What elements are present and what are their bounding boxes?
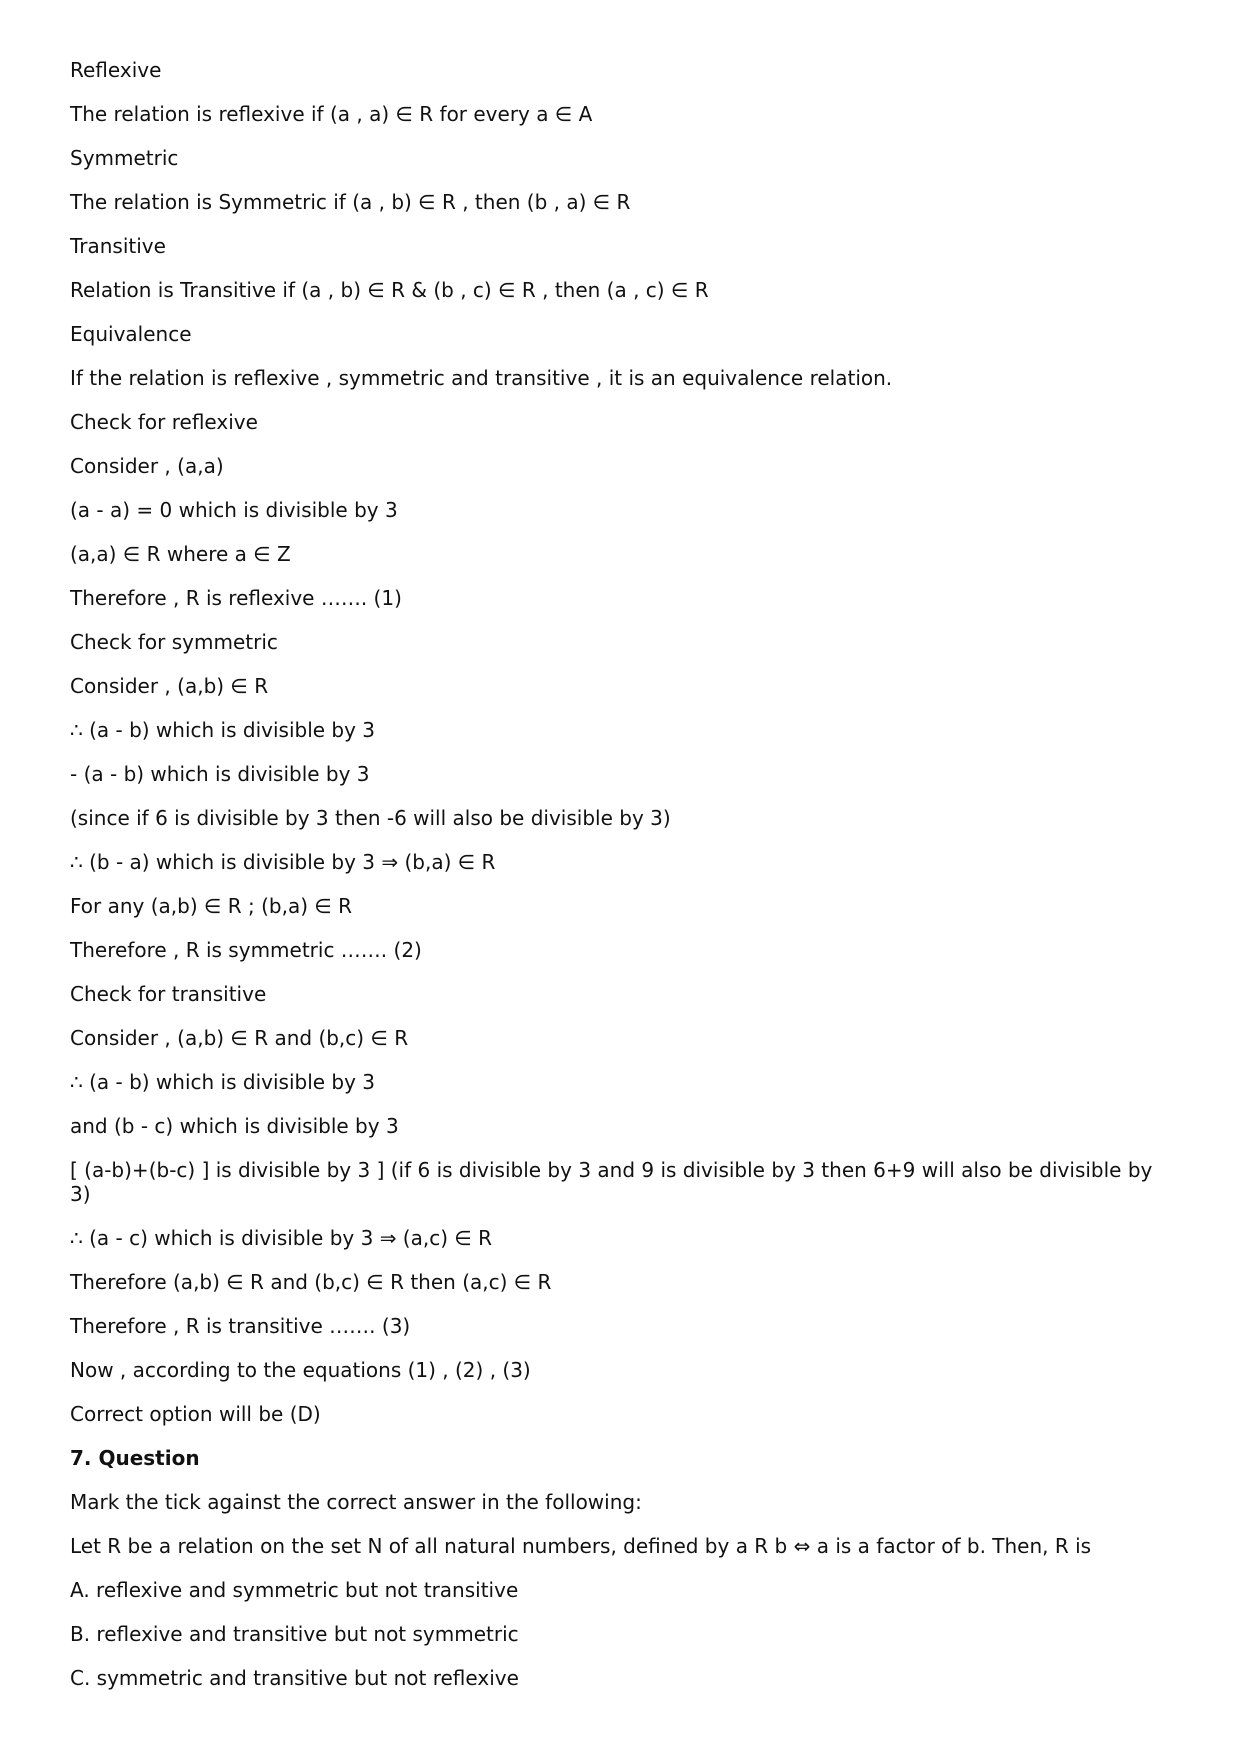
text-line: Now , according to the equations (1) , (2) , (3) — [70, 1358, 531, 1382]
question-prompt: Let R be a relation on the set N of all natural numbers, defined by a R b ⇔ a is a factor of b. Then, R is — [70, 1534, 1092, 1558]
text-line: The relation is Symmetric if (a , b) ∈ R , then (b , a) ∈ R — [70, 190, 631, 214]
text-line: Consider , (a,b) ∈ R — [70, 674, 269, 698]
text-line: Therefore , R is transitive ……. (3) — [70, 1314, 411, 1338]
text-line: [ (a-b)+(b-c) ] is divisible by 3 ] (if 6 is divisible by 3 and 9 is divisible by 3 then 6+9 will also be divisible by 3) — [70, 1158, 1153, 1206]
text-line: Therefore , R is reflexive ……. (1) — [70, 586, 402, 610]
text-line: - (a - b) which is divisible by 3 — [70, 762, 370, 786]
question-instruction: Mark the tick against the correct answer in the following: — [70, 1490, 642, 1514]
text-line: Check for reflexive — [70, 410, 258, 434]
text-line: and (b - c) which is divisible by 3 — [70, 1114, 399, 1138]
text-line: Therefore , R is symmetric ……. (2) — [70, 938, 422, 962]
text-line: (a - a) = 0 which is divisible by 3 — [70, 498, 398, 522]
text-line: Consider , (a,a) — [70, 454, 224, 478]
text-line: The relation is reflexive if (a , a) ∈ R for every a ∈ A — [70, 102, 593, 126]
text-line: For any (a,b) ∈ R ; (b,a) ∈ R — [70, 894, 353, 918]
option-c: C. symmetric and transitive but not reflexive — [70, 1666, 519, 1690]
question-heading: 7. Question — [70, 1446, 200, 1470]
text-line: Reflexive — [70, 58, 162, 82]
text-line: ∴ (b - a) which is divisible by 3 ⇒ (b,a) ∈ R — [70, 850, 496, 874]
text-line: (since if 6 is divisible by 3 then -6 will also be divisible by 3) — [70, 806, 671, 830]
document-page — [70, 58, 1170, 1710]
text-line: Equivalence — [70, 322, 192, 346]
text-line: Check for symmetric — [70, 630, 278, 654]
text-line: ∴ (a - b) which is divisible by 3 — [70, 718, 376, 742]
text-line: ∴ (a - c) which is divisible by 3 ⇒ (a,c) ∈ R — [70, 1226, 493, 1250]
text-line: Transitive — [70, 234, 166, 258]
option-b: B. reflexive and transitive but not symmetric — [70, 1622, 519, 1646]
text-line: Therefore (a,b) ∈ R and (b,c) ∈ R then (a,c) ∈ R — [70, 1270, 552, 1294]
text-line: Check for transitive — [70, 982, 267, 1006]
option-a: A. reflexive and symmetric but not transitive — [70, 1578, 519, 1602]
text-line: If the relation is reflexive , symmetric and transitive , it is an equivalence relation. — [70, 366, 893, 390]
text-line: (a,a) ∈ R where a ∈ Z — [70, 542, 291, 566]
text-line: Consider , (a,b) ∈ R and (b,c) ∈ R — [70, 1026, 409, 1050]
text-line: Symmetric — [70, 146, 179, 170]
text-line: Correct option will be (D) — [70, 1402, 321, 1426]
text-line: Relation is Transitive if (a , b) ∈ R & (b , c) ∈ R , then (a , c) ∈ R — [70, 278, 709, 302]
text-line: ∴ (a - b) which is divisible by 3 — [70, 1070, 376, 1094]
